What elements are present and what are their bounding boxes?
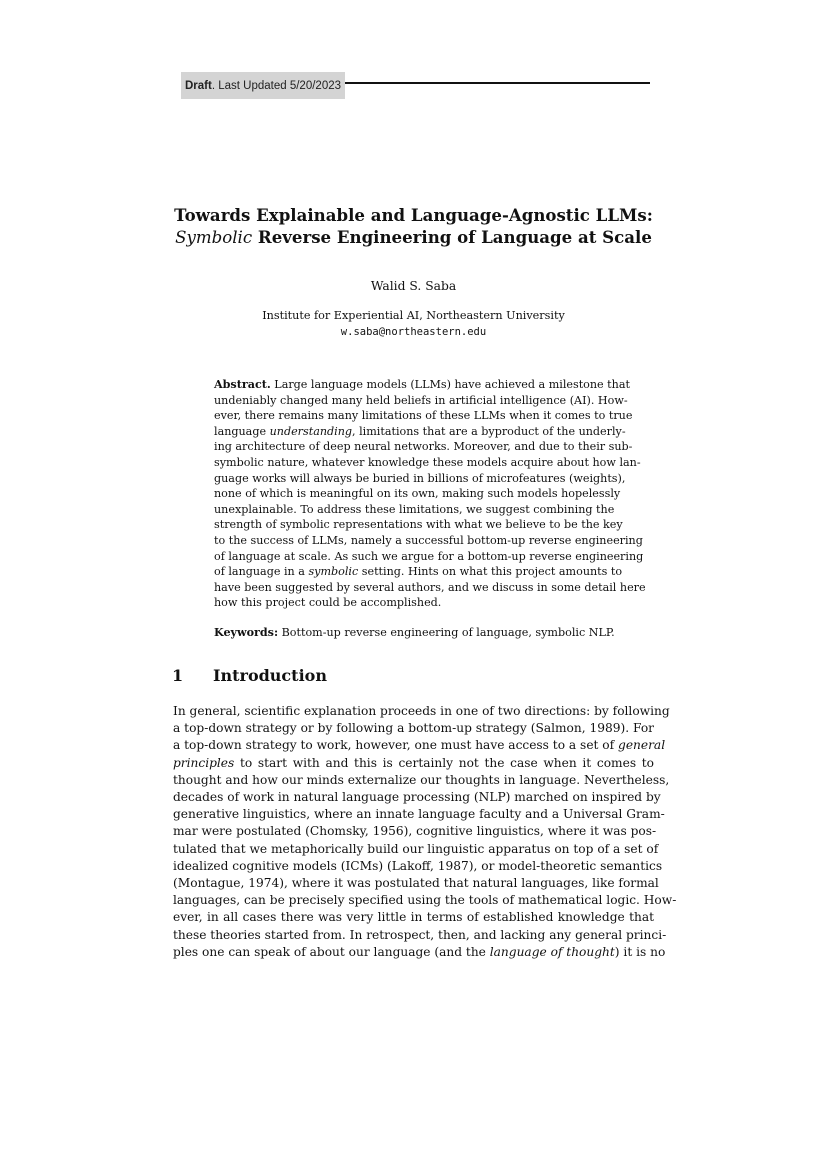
body-line: a top-down strategy or by following a bottom-up strategy (Salmon, 1989). For xyxy=(173,721,654,736)
title-line-2 xyxy=(140,226,687,249)
body-line: mar were postulated (Chomsky, 1956), cognitive linguistics, where it was pos- xyxy=(173,824,657,839)
body-line: ever, in all cases there was very little in terms of established knowledge that xyxy=(173,910,654,925)
title-italic: Symbolic xyxy=(175,228,253,247)
keywords-label: Keywords: xyxy=(214,626,279,639)
keywords xyxy=(214,625,634,641)
draft-date: . Last Updated 5/20/2023 xyxy=(211,79,341,92)
introduction-body xyxy=(173,703,677,961)
abstract-line: guage works will always be buried in billions of microfeatures (weights), xyxy=(214,471,626,485)
body-line: a top-down strategy to work, however, one must have access to a set of general xyxy=(173,738,666,753)
body-line: idealized cognitive models (ICMs) (Lakoff, 1987), or model-theoretic semantics xyxy=(173,858,663,873)
body-line: decades of work in natural language processing (NLP) marched on inspired by xyxy=(173,790,661,805)
abstract-line: Abstract. Large language models (LLMs) have achieved a milestone that xyxy=(214,378,630,391)
body-line: (Montague, 1974), where it was postulated that natural languages, like formal xyxy=(173,876,659,891)
title-line-2-rest: Reverse Engineering of Language at Scale xyxy=(252,227,652,247)
abstract-line: undeniably changed many held beliefs in artificial intelligence (AI). How- xyxy=(214,393,628,407)
abstract-line: ever, there remains many limitations of these LLMs when it comes to true xyxy=(214,409,633,423)
paper-title xyxy=(140,204,687,249)
keywords-text: Bottom-up reverse engineering of language, symbolic NLP. xyxy=(278,626,615,639)
abstract-line: have been suggested by several authors, and we discuss in some detail here xyxy=(214,580,646,594)
abstract-line: unexplainable. To address these limitations, we suggest combining the xyxy=(214,502,615,516)
section-number: 1 xyxy=(172,666,184,685)
body-line: ples one can speak of about our language (and the language of thought) it is no xyxy=(173,944,666,959)
abstract-line: none of which is meaningful on its own, making such models hopelessly xyxy=(214,487,621,501)
header-rule xyxy=(345,82,650,84)
body-line: thought and how our minds externalize our thoughts in language. Nevertheless, xyxy=(173,772,670,787)
body-line: tulated that we metaphorically build our linguistic apparatus on top of a set of xyxy=(173,841,659,856)
body-line: languages, can be precisely specified using the tools of mathematical logic. How- xyxy=(173,893,677,908)
body-line: generative linguistics, where an innate language faculty and a Universal Gram- xyxy=(173,807,665,822)
abstract-line: of language in a symbolic setting. Hints on what this project amounts to xyxy=(214,565,623,579)
abstract-line: to the success of LLMs, namely a successful bottom-up reverse engineering xyxy=(214,533,643,547)
email: w.saba@northeastern.edu xyxy=(340,326,487,338)
draft-label: Draft xyxy=(185,79,212,92)
abstract xyxy=(214,377,646,611)
affiliation: Institute for Experiential AI, Northeastern University xyxy=(262,309,565,322)
abstract-line: symbolic nature, whatever knowledge these models acquire about how lan- xyxy=(214,455,641,469)
abstract-line: of language at scale. As such we argue for a bottom-up reverse engineering xyxy=(214,549,644,563)
abstract-label: Abstract. xyxy=(214,378,271,391)
title-line-1: Towards Explainable and Language-Agnostic LLMs: xyxy=(174,205,653,225)
abstract-line: how this project could be accomplished. xyxy=(214,596,442,610)
author: Walid S. Saba xyxy=(370,279,457,293)
draft-badge xyxy=(181,72,345,99)
abstract-line: ing architecture of deep neural networks. Moreover, and due to their sub- xyxy=(214,440,633,454)
section-title: Introduction xyxy=(213,666,327,685)
body-line: principles to start with and this is certainly not the case when it comes to xyxy=(173,755,654,770)
abstract-line: language understanding, limitations that are a byproduct of the underly- xyxy=(214,424,626,438)
body-line: In general, scientific explanation proceeds in one of two directions: by following xyxy=(173,704,670,718)
abstract-line: strength of symbolic representations with what we believe to be the key xyxy=(214,518,623,532)
body-line: these theories started from. In retrospect, then, and lacking any general princi- xyxy=(173,927,667,942)
